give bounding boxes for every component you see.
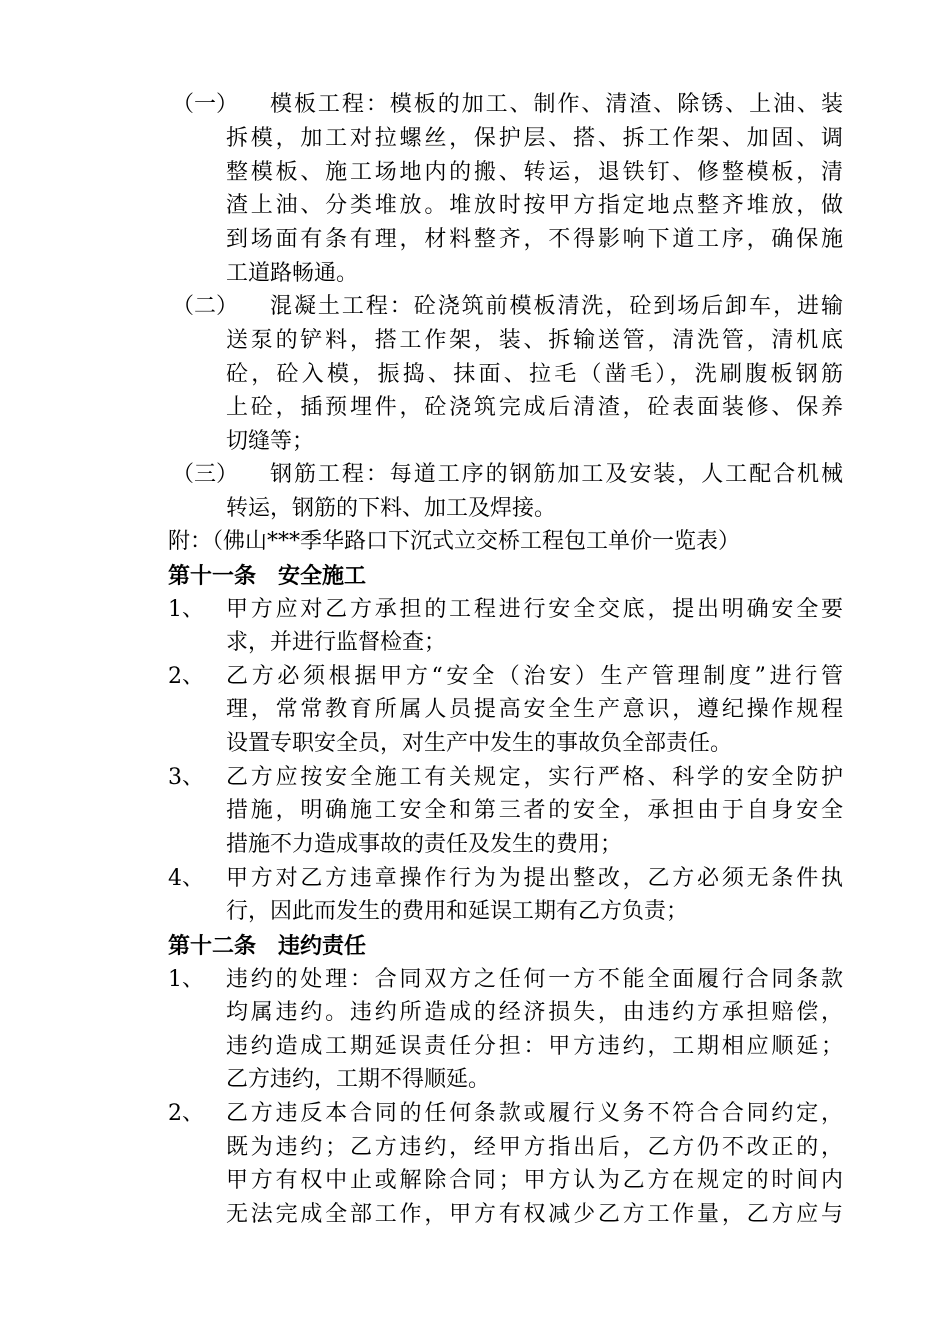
item-text-line: 钢筋工程：每道工序的钢筋加工及安装，人工配合机械	[270, 462, 843, 487]
list-item-line: 理，常常教育所属人员提高安全生产意识，遵纪操作规程	[226, 697, 843, 722]
list-item-line: 措施，明确施工安全和第三者的安全，承担由于自身安全	[226, 798, 843, 823]
item-text-line: 切缝等；	[226, 429, 315, 454]
list-item-line: 措施不力造成事故的责任及发生的费用；	[226, 832, 623, 857]
list-item-line: 求，并进行监督检查；	[226, 630, 447, 655]
list-item-line: 甲方对乙方违章操作行为为提出整改，乙方必须无条件执	[226, 866, 843, 891]
item-text-line: 工道路畅通。	[226, 261, 359, 286]
attachment-note: 附：（佛山***季华路口下沉式立交桥工程包工单价一览表）	[168, 529, 741, 554]
item-text-line: 混凝土工程：砼浇筑前模板清洗，砼到场后卸车，进输	[270, 294, 843, 319]
list-item-line: 乙方应按安全施工有关规定，实行严格、科学的安全防护	[226, 765, 843, 790]
item-text-line: 到场面有条有理，材料整齐，不得影响下道工序，确保施	[226, 227, 843, 252]
list-number: 4、	[168, 866, 204, 891]
list-item-line: 甲方有权中止或解除合同；甲方认为乙方在规定的时间内	[226, 1168, 843, 1193]
list-number: 2、	[168, 664, 204, 689]
item-text-line: 拆模，加工对拉螺丝，保护层、搭、拆工作架、加固、调	[226, 126, 843, 151]
item-text-line: 转运，钢筋的下料、加工及焊接。	[226, 496, 557, 521]
article-11-heading: 第十一条 安全施工	[168, 563, 367, 589]
list-item-line: 无法完成全部工作，甲方有权减少乙方工作量，乙方应与	[226, 1202, 843, 1227]
list-item-line: 行，因此而发生的费用和延误工期有乙方负责；	[226, 899, 689, 924]
item-text-line: 模板工程：模板的加工、制作、清渣、除锈、上油、装	[270, 92, 843, 117]
list-item-line: 既为违约；乙方违约，经甲方指出后，乙方仍不改正的，	[226, 1135, 843, 1160]
item-text-line: 渣上油、分类堆放。堆放时按甲方指定地点整齐堆放，做	[226, 193, 843, 218]
list-item-line: 乙方违约，工期不得顺延。	[226, 1067, 491, 1092]
list-number: 3、	[168, 765, 204, 790]
item-marker: （一）	[172, 92, 239, 117]
item-text-line: 整模板、施工场地内的搬、转运，退铁钉、修整模板，清	[226, 160, 843, 185]
list-number: 1、	[168, 967, 204, 992]
item-marker: （三）	[172, 462, 239, 487]
list-item-line: 甲方应对乙方承担的工程进行安全交底，提出明确安全要	[226, 597, 843, 622]
list-number: 2、	[168, 1101, 204, 1126]
item-marker: （二）	[172, 294, 239, 319]
item-text-line: 送泵的铲料，搭工作架，装、拆输送管，清洗管，清机底	[226, 328, 843, 353]
item-text-line: 上砼，插预埋件，砼浇筑完成后清渣，砼表面装修、保养	[226, 395, 843, 420]
list-item-line: 违约的处理：合同双方之任何一方不能全面履行合同条款	[226, 967, 843, 992]
list-item-line: 违约造成工期延误责任分担：甲方违约，工期相应顺延；	[226, 1034, 843, 1059]
list-item-line: 均属违约。违约所造成的经济损失，由违约方承担赔偿，	[226, 1000, 843, 1025]
list-item-line: 乙方必须根据甲方“安全（治安）生产管理制度”进行管	[226, 664, 843, 689]
item-text-line: 砼，砼入模，振捣、抹面、拉毛（凿毛），洗刷腹板钢筋	[226, 362, 843, 387]
article-12-heading: 第十二条 违约责任	[168, 933, 367, 959]
list-number: 1、	[168, 597, 204, 622]
list-item-line: 设置专职安全员，对生产中发生的事故负全部责任。	[226, 731, 733, 756]
list-item-line: 乙方违反本合同的任何条款或履行义务不符合合同约定，	[226, 1101, 843, 1126]
